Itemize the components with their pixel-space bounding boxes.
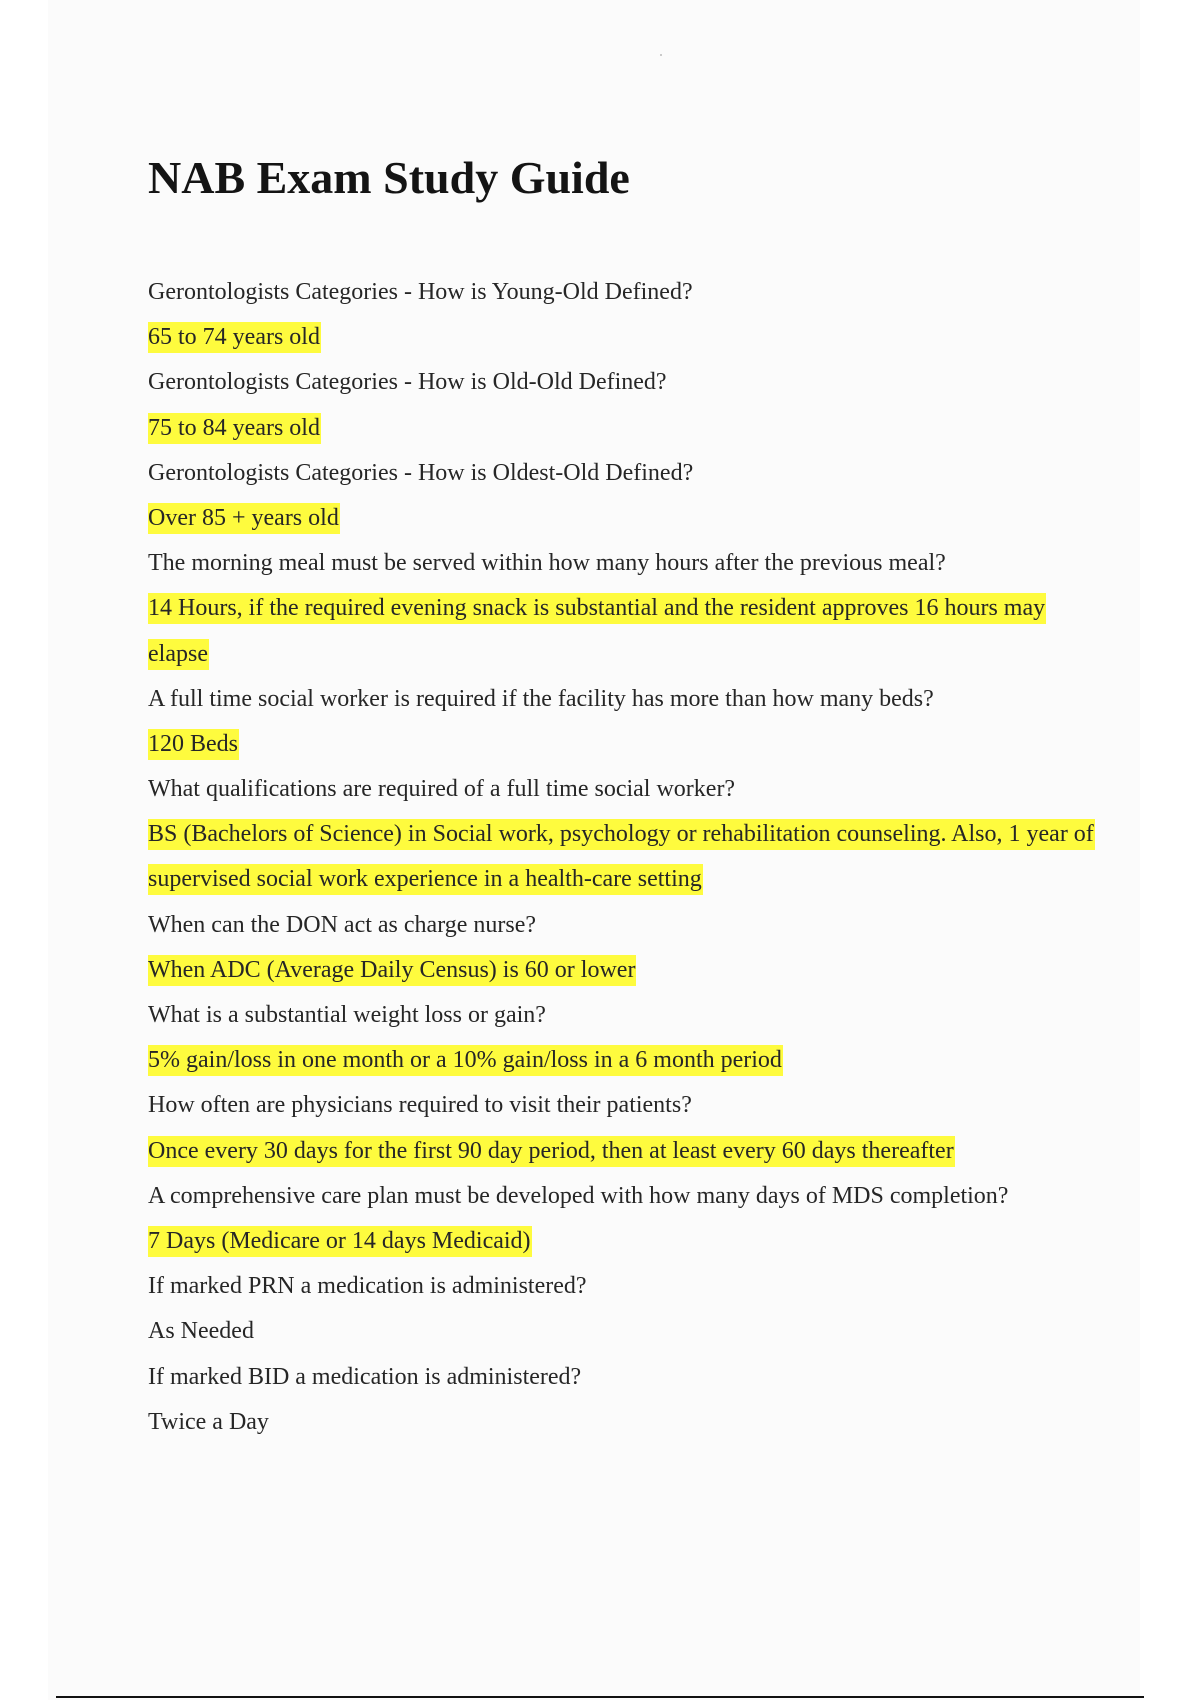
question-old-old [148,360,1098,405]
question-text: A comprehensive care plan must be developed with how many days of MDS completion? [148,1182,1009,1209]
highlighted-answer-text: 7 Days (Medicare or 14 days Medicaid) [148,1226,532,1257]
answer-don-charge-nurse [148,948,1098,993]
highlighted-answer-text: Over 85 + years old [148,503,340,534]
question-text: A full time social worker is required if the facility has more than how many beds? [148,685,934,712]
answer-oldest-old [148,496,1098,541]
highlighted-answer-text: 14 Hours, if the required evening snack is substantial and the resident approves 16 hours may elapse [148,593,1046,669]
question-prn [148,1264,1098,1309]
answer-text: As Needed [148,1318,254,1345]
answer-physician-visits [148,1129,1098,1174]
highlighted-answer-text: 75 to 84 years old [148,413,321,444]
answer-text: Twice a Day [148,1408,269,1435]
qa-list [148,270,1098,1445]
question-morning-meal [148,541,1098,586]
question-oldest-old [148,451,1098,496]
question-text: Gerontologists Categories - How is Young-Old Defined? [148,279,693,305]
highlighted-answer-text: 5% gain/loss in one month or a 10% gain/loss in a 6 month period [148,1045,783,1076]
answer-prn [148,1309,1098,1354]
question-don-charge-nurse [148,903,1098,948]
question-text: What is a substantial weight loss or gain? [148,1002,546,1029]
answer-bid [148,1400,1098,1445]
answer-young-old [148,315,1098,360]
question-young-old [148,270,1098,315]
question-weight-change [148,993,1098,1038]
question-care-plan [148,1174,1098,1219]
answer-social-worker-beds [148,722,1098,767]
question-text: How often are physicians required to visit their patients? [148,1092,692,1119]
question-text: Gerontologists Categories - How is Oldest-Old Defined? [148,459,694,486]
highlighted-answer-text: Once every 30 days for the first 90 day period, then at least every 60 days thereafter [148,1136,955,1167]
document-title: NAB Exam Study Guide [148,152,630,203]
question-physician-visits [148,1083,1098,1128]
answer-care-plan [148,1219,1098,1264]
question-social-worker-beds [148,677,1098,722]
question-bid [148,1355,1098,1400]
highlighted-answer-text: 120 Beds [148,729,239,760]
question-text: If marked BID a medication is administered? [148,1363,582,1390]
question-text: The morning meal must be served within how many hours after the previous meal? [148,550,946,577]
question-text: If marked PRN a medication is administered? [148,1273,587,1300]
answer-weight-change [148,1038,1098,1083]
highlighted-answer-text: 65 to 74 years old [148,322,321,353]
question-text: When can the DON act as charge nurse? [148,911,537,938]
bottom-rule [56,1696,1144,1698]
question-text: Gerontologists Categories - How is Old-Old Defined? [148,369,667,396]
scan-speck [660,54,662,56]
answer-morning-meal [148,586,1098,676]
question-text: What qualifications are required of a full time social worker? [148,776,736,803]
answer-old-old [148,406,1098,451]
question-social-worker-qualifications [148,767,1098,812]
highlighted-answer-text: When ADC (Average Daily Census) is 60 or lower [148,955,636,986]
answer-social-worker-qualifications [148,812,1098,902]
highlighted-answer-text: BS (Bachelors of Science) in Social work, psychology or rehabilitation counseling. Also, 1 year of supervised social work experience in a health-care setting [148,819,1095,895]
